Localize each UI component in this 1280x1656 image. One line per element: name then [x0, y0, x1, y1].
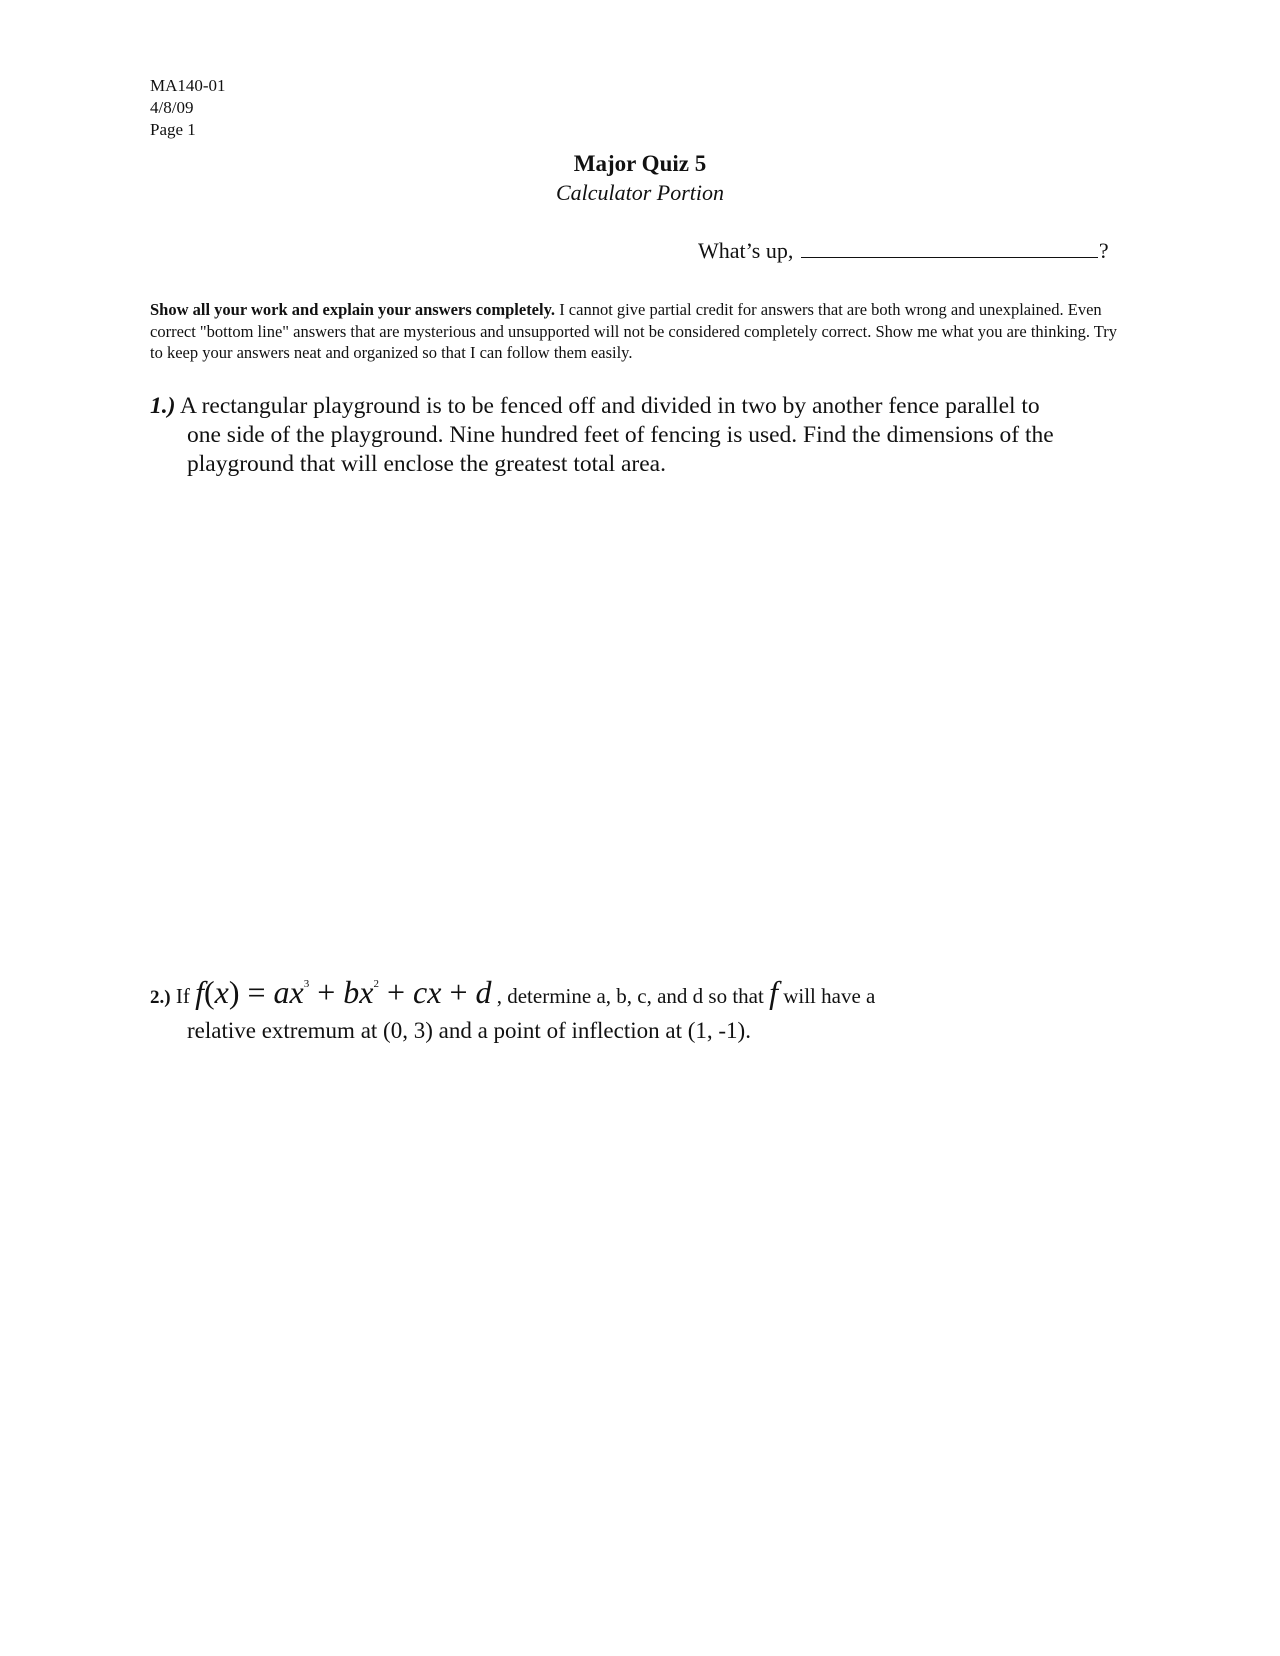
name-prompt: [698, 237, 1109, 265]
question-1-line-2: one side of the playground. Nine hundred feet of fencing is used. Find the dimensions of the: [187, 422, 1054, 448]
header-block: [150, 75, 226, 141]
question-2: [150, 970, 1150, 1045]
question-1-number: 1.): [150, 393, 176, 419]
question-1: [150, 392, 1140, 479]
question-2-end: will have a: [783, 984, 876, 1008]
page-number: Page 1: [150, 120, 196, 139]
name-prompt-suffix: ?: [1098, 238, 1109, 263]
instructions-emphasis: Show all your work and explain your answers completely.: [150, 300, 556, 319]
page-title: Major Quiz 5: [573, 151, 707, 176]
instructions-text: I cannot give partial credit for answers that are both wrong and unexplained. Even correct "bottom line" answers that are mysterious and unsupported will not be considered completely correct. Show me what you are thinking. Try to keep your answers neat and organized so that I can follow them easily.: [150, 300, 1118, 362]
quiz-date: 4/8/09: [150, 98, 194, 117]
instructions: [150, 299, 1125, 364]
question-2-if: If: [175, 984, 190, 1008]
question-1-line-3: playground that will enclose the greatest total area.: [187, 451, 666, 477]
name-blank: [801, 239, 1098, 258]
question-2-number: 2.): [150, 987, 171, 1008]
question-2-mid: , determine a, b, c, and d so that: [496, 984, 764, 1008]
function-equation: $f(x) = ax^3 + bx^2$ + cx + d: [195, 974, 492, 1010]
question-1-line-1: A rectangular playground is to be fenced off and divided in two by another fence parallel to: [180, 393, 1040, 419]
course-code: MA140-01: [150, 76, 226, 95]
page-subtitle: Calculator Portion: [555, 180, 725, 205]
name-prompt-label: What’s up,: [698, 238, 794, 263]
question-2-line-2: relative extremum at (0, 3) and a point of inflection at (1, -1).: [187, 1018, 751, 1043]
function-symbol: f: [769, 974, 778, 1010]
